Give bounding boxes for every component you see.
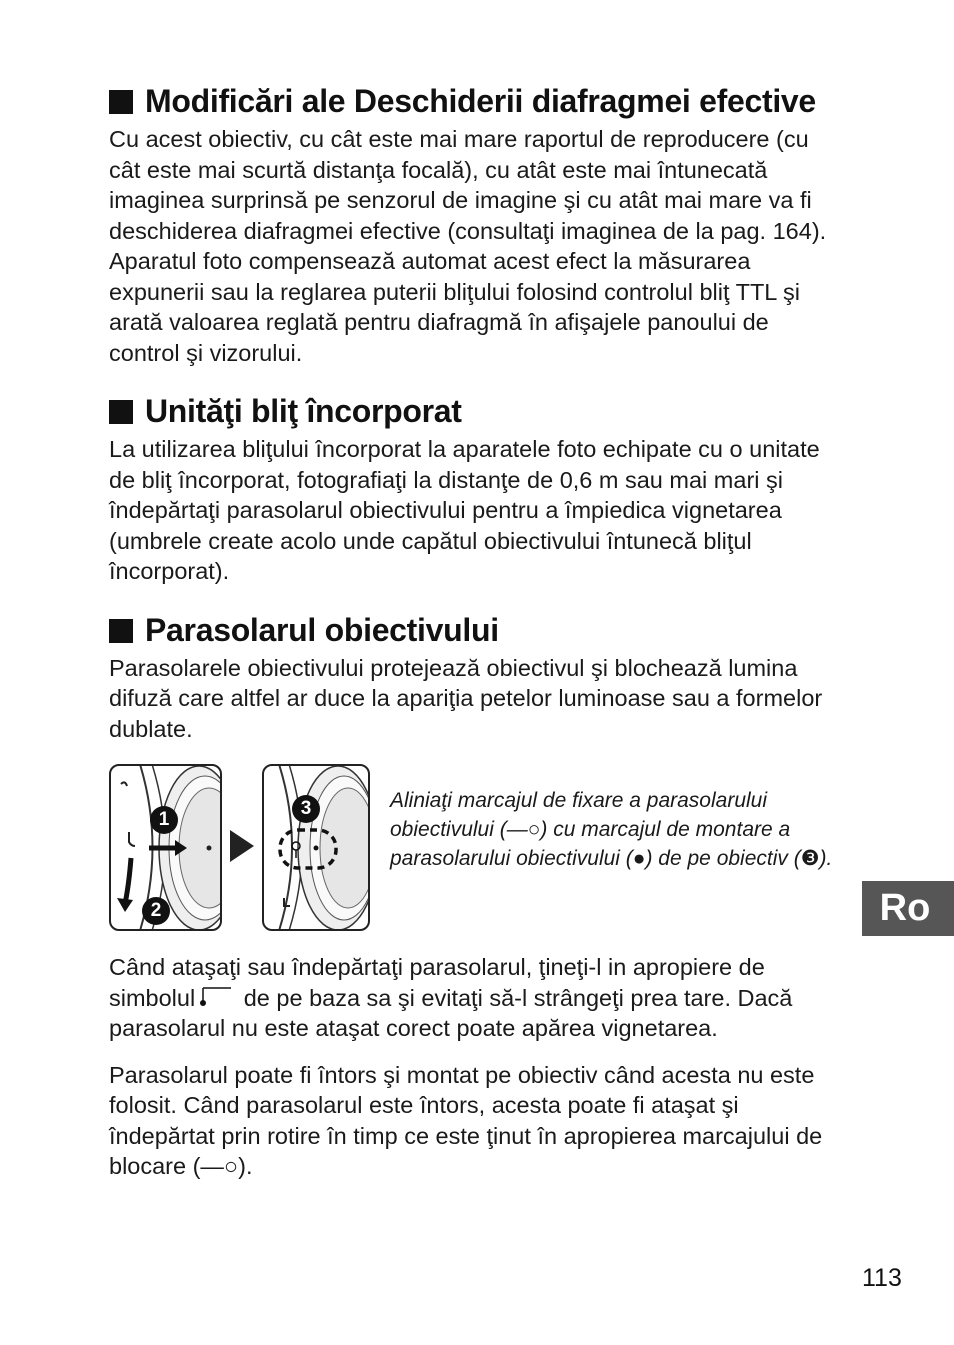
lens-hood-aligned-drawing [264, 766, 368, 929]
square-bullet-icon [109, 619, 133, 643]
step-2-icon: 2 [142, 897, 170, 925]
section-built-in-flash [109, 390, 844, 587]
step-1-icon: 1 [150, 806, 178, 834]
section-body: Parasolarele obiectivului protejează obiectivul şi blochează lumina difuză care altfel ar duce la apariţia petelor luminoase sau a formelor dublate. [109, 654, 823, 742]
next-arrow-icon [230, 830, 254, 862]
section-heading: Unităţi bliţ încorporat [109, 390, 844, 432]
section-body: La utilizarea bliţului încorporat la aparatele foto echipate cu o unitate de bliţ încorporat, fotografiaţi la distanţe de 0,6 m sau mai mari şi îndepărtaţi parasolarul obiectivului pentru a împiedica vignetarea (umbrele create acolo unde capătul obiectivului întunecă bliţul încorporat). [109, 436, 820, 584]
step-3-icon: 3 [292, 795, 320, 823]
hood-illustration [109, 764, 844, 934]
language-tab: Ro [862, 881, 954, 936]
hood-symbol-icon [199, 986, 233, 1008]
attach-paragraph: Când ataşaţi sau îndepărtaţi parasolarul, ţineţi-l in apropiere de simbolul de pe baza sa şi evitaţi să-l strângeţi prea tare. Dacă parasolarul nu este ataşat corect poate apărea vignetarea. [109, 954, 793, 1041]
square-bullet-icon [109, 90, 133, 114]
illustration-panel-align [262, 764, 370, 931]
square-bullet-icon [109, 400, 133, 424]
illustration-panel-attach [109, 764, 222, 931]
page-content [109, 80, 844, 1182]
section-heading: Modificări ale Deschiderii diafragmei efective [109, 80, 844, 122]
section-heading: Parasolarul obiectivului [109, 609, 844, 651]
section-aperture [109, 80, 844, 368]
section-body: Cu acest obiectiv, cu cât este mai mare raportul de reproducere (cu cât este mai scurtă distanţa focală), cu atât este mai întunecată imaginea surprinsă pe senzorul de imagine şi cu atât mai mare va fi deschiderea diafragmei efective (consultaţi imaginea de la pag. 164). Aparatul foto compensează automat acest efect la măsurarea expunerii sau la reglarea puterii bliţului folosind controlul bliţ TTL şi arată valoarea reglată pentru diafragmă în afişajele panoului de control şi vizorului. [109, 126, 827, 366]
section-lens-hood [109, 609, 844, 745]
page-number: 113 [862, 1264, 902, 1292]
reverse-paragraph: Parasolarul poate fi întors şi montat pe obiectiv când acesta nu este folosit. Când parasolarul este întors, acesta poate fi ataşat şi îndepărtat prin rotire în timp ce este ţinut în apropierea marcajului de blocare (—○). [109, 1061, 823, 1179]
figure-caption: Aliniaţi marcajul de fixare a parasolarului obiectivului (—○) cu marcajul de montare a parasolarului obiectivului (●) de pe obiectiv (❸). [390, 789, 833, 870]
